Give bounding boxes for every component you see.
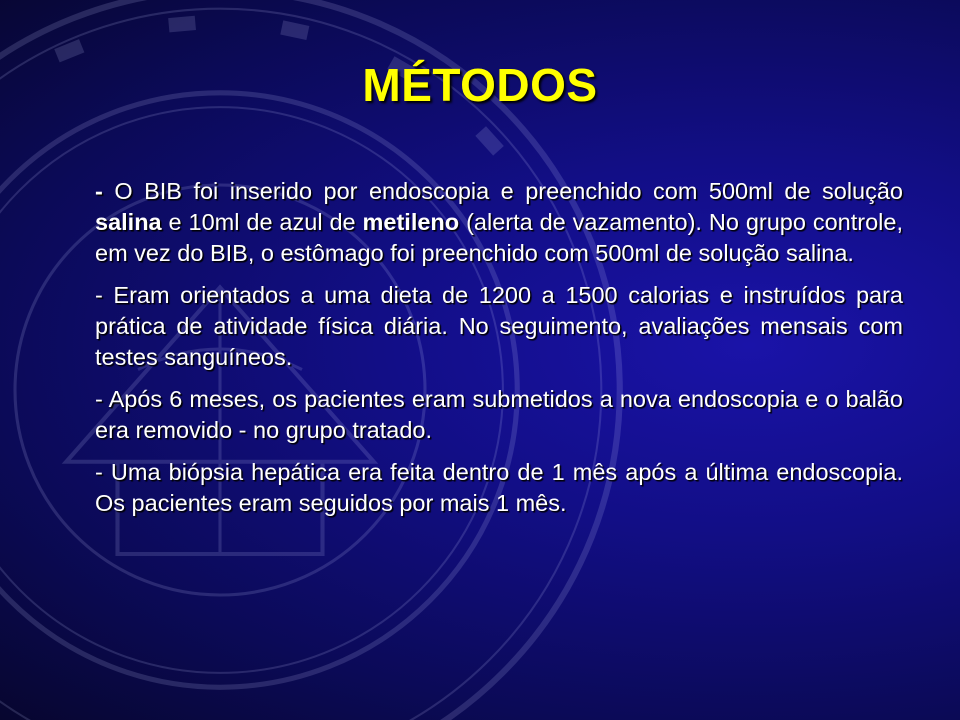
paragraph-text: (alerta de vazamento). No grupo controle, em vez do BIB, o estômago foi preenchido com 500ml de solução salina.	[95, 209, 903, 266]
paragraph-liver-biopsy	[95, 457, 903, 519]
slide-title: MÉTODOS	[362, 59, 598, 111]
slide-body	[95, 176, 903, 530]
paragraph-text: -	[95, 178, 103, 204]
paragraph-text: - Uma biópsia hepática era feita dentro de 1 mês após a última endoscopia. Os pacientes eram seguidos por mais 1 mês.	[95, 459, 903, 516]
paragraph-follow-up-endoscopy	[95, 384, 903, 446]
paragraph-text: - Eram orientados a uma dieta de 1200 a 1500 calorias e instruídos para prática de atividade física diária. No seguimento, avaliações mensais com testes sanguíneos.	[95, 282, 903, 370]
paragraph-bib-insertion	[95, 176, 903, 269]
paragraph-text: e 10ml de azul de	[161, 209, 363, 235]
emphasized-word-metileno: metileno	[362, 209, 460, 235]
paragraph-diet	[95, 280, 903, 373]
emphasized-word-salina: salina	[95, 209, 162, 235]
paragraph-text: - Após 6 meses, os pacientes eram submetidos a nova endoscopia e o balão era removido - no grupo tratado.	[95, 386, 903, 443]
paragraph-text: O BIB foi inserido por endoscopia e preenchido com 500ml de solução	[102, 178, 903, 204]
